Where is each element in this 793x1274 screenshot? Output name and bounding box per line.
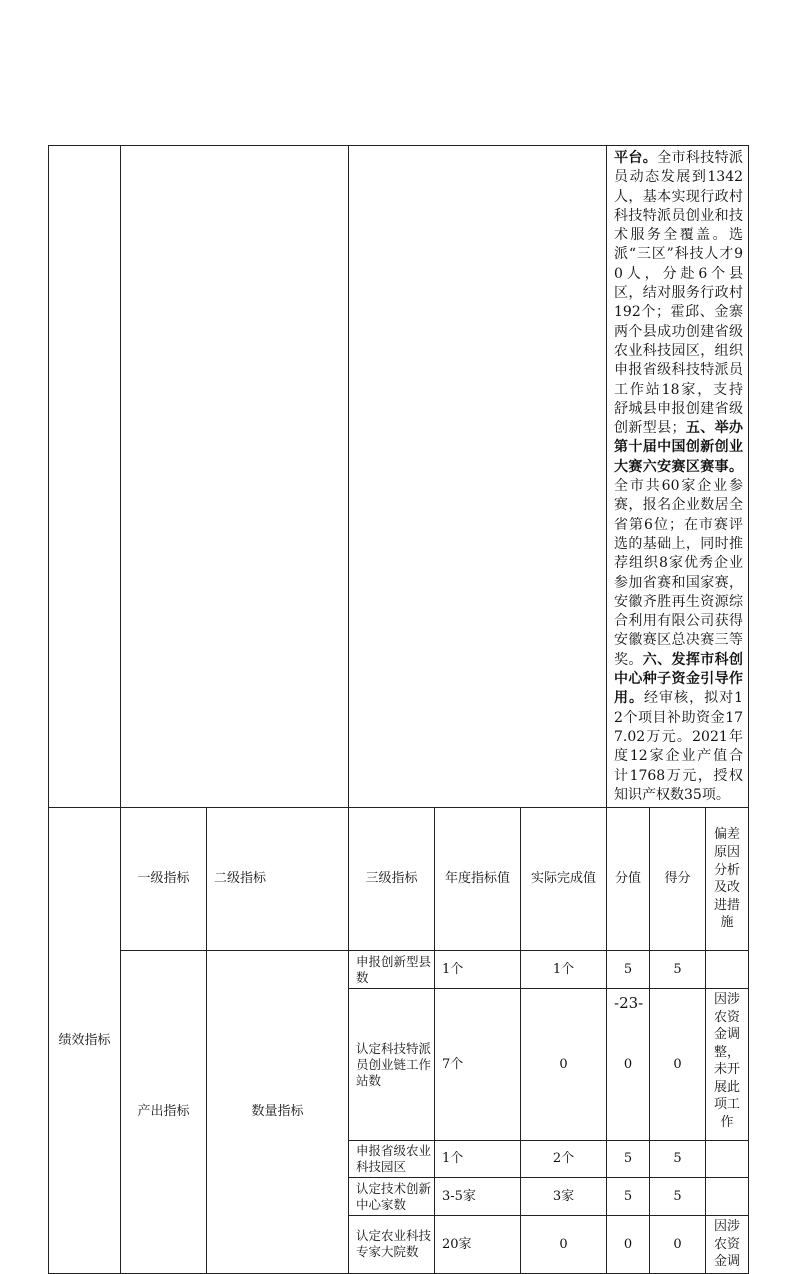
performance-label: 绩效指标 (49, 808, 121, 1274)
deviation-note: 因涉农资金调整，未开展此项工作 (706, 989, 749, 1141)
actual-value: 3家 (521, 1178, 607, 1216)
narrative-segment: 全市科技特派员动态发展到1342人，基本实现行政村科技特派员创业和技术服务全覆盖。选派“三区”科技人才90人，分赴6个县区，结对服务行政村192个；霍邱、金寨两个县成功创建省级农业科技园区，组织申报省级科技特派员工作站18家，支持舒城县申报创建省级创新型县； (614, 150, 744, 437)
deviation-note (706, 1141, 749, 1178)
narrative-segment: 五、举办第十届中国创新创业大赛六安赛区赛事。 (614, 420, 744, 475)
indicator-name: 申报创新型县数 (349, 951, 435, 989)
score-value: 0 (607, 1216, 650, 1274)
indicator-name: 认定技术创新中心家数 (349, 1178, 435, 1216)
target-value: 7个 (435, 989, 521, 1141)
narrative-text (607, 146, 749, 808)
score: 5 (650, 1178, 706, 1216)
header-level1: 一级指标 (121, 808, 207, 951)
header-level3: 三级指标 (349, 808, 435, 951)
score-value: 5 (607, 1141, 650, 1178)
actual-value: 2个 (521, 1141, 607, 1178)
header-row (49, 808, 749, 951)
score: 5 (650, 1141, 706, 1178)
score-value: 5 (607, 951, 650, 989)
score: 5 (650, 951, 706, 989)
page-number: -23- (614, 994, 644, 1012)
target-value: 1个 (435, 951, 521, 989)
narrative-segment: 全市共60家企业参赛，报名企业数居全省第6位；在市赛评选的基础上，同时推荐组织8家优秀企业参加省赛和国家赛，安徽齐胜再生资源综合利用有限公司获得安徽赛区总决赛三等奖。 (614, 478, 744, 668)
deviation-note: 因涉农资金调 (706, 1216, 749, 1274)
actual-value: 0 (521, 989, 607, 1141)
narrative-row (49, 146, 749, 808)
score: 0 (650, 989, 706, 1141)
table-row (49, 951, 749, 989)
score: 0 (650, 1216, 706, 1274)
indicator-name: 认定农业科技专家大院数 (349, 1216, 435, 1274)
level1-value: 产出指标 (121, 951, 207, 1274)
level2-value: 数量指标 (207, 951, 349, 1274)
header-score: 得分 (650, 808, 706, 951)
header-deviation: 偏差原因分析及改进措施 (706, 808, 749, 951)
deviation-note (706, 951, 749, 989)
target-value: 20家 (435, 1216, 521, 1274)
actual-value: 1个 (521, 951, 607, 989)
score-value: 5 (607, 1178, 650, 1216)
indicator-name: 认定科技特派员创业链工作站数 (349, 989, 435, 1141)
narrative-segment: 六、发挥市科创中心种子资金引导作用。 (614, 651, 744, 707)
deviation-note (706, 1178, 749, 1216)
target-value: 1个 (435, 1141, 521, 1178)
empty-cell (121, 146, 349, 808)
header-level2: 二级指标 (207, 808, 349, 951)
header-actual: 实际完成值 (521, 808, 607, 951)
empty-cell (349, 146, 607, 808)
header-annual-target: 年度指标值 (435, 808, 521, 951)
empty-cell (49, 146, 121, 808)
header-score-value: 分值 (607, 808, 650, 951)
actual-value: 0 (521, 1216, 607, 1274)
indicator-name: 申报省级农业科技园区 (349, 1141, 435, 1178)
target-value: 3-5家 (435, 1178, 521, 1216)
narrative-segment: 经审核，拟对12个项目补助资金177.02万元。2021年度12家企业产值合计1768万元，授权知识产权数35项。 (614, 690, 744, 803)
performance-table (48, 145, 749, 1274)
score-value: 0 (607, 989, 650, 1141)
narrative-segment: 平台。 (614, 150, 658, 166)
